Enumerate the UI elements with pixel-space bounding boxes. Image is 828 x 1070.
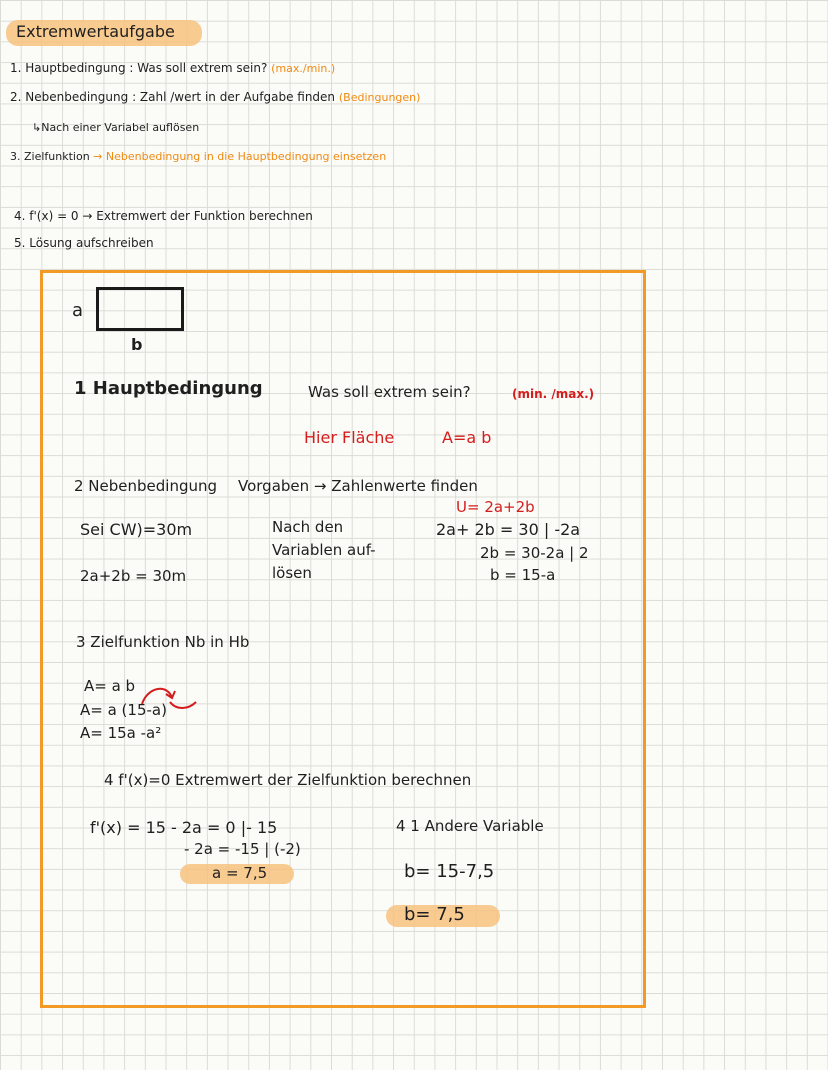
label-a: a xyxy=(72,300,84,321)
nb-title: 2 Nebenbedingung xyxy=(74,477,218,495)
nb-solve2: Variablen auf- xyxy=(272,541,376,559)
step-4: 4. f'(x) = 0 → Extremwert der Funktion berechnen xyxy=(14,209,313,223)
ov-line2: b= 7,5 xyxy=(404,904,465,925)
ex-title: 4 f'(x)=0 Extremwert der Zielfunktion berechnen xyxy=(104,771,472,789)
hb-question: Was soll extrem sein? xyxy=(308,383,471,401)
hb-title: 1 Hauptbedingung xyxy=(74,378,263,399)
nb-u: U= 2a+2b xyxy=(456,498,535,516)
step-1 xyxy=(10,62,335,74)
zf-line1: A= a b xyxy=(84,677,136,695)
step-2 xyxy=(10,91,420,103)
nb-eq3: b = 15-a xyxy=(490,566,556,584)
ov-title: 4 1 Andere Variable xyxy=(396,817,544,835)
step-2-note: (Bedingungen) xyxy=(338,91,421,104)
step-3-main: 3. Zielfunktion xyxy=(10,150,90,163)
ov-line1: b= 15-7,5 xyxy=(404,861,495,882)
zf-line2: A= a (15-a) xyxy=(80,701,167,719)
step-1-note: (max./min.) xyxy=(271,62,336,75)
step-1-rest: : Was soll extrem sein? xyxy=(129,61,268,75)
hb-formula: A=a b xyxy=(442,428,492,447)
ex-line2: - 2a = -15 | (-2) xyxy=(184,840,301,858)
substitution-arrow-icon xyxy=(120,680,210,714)
step-5: 5. Lösung aufschreiben xyxy=(14,236,154,250)
nb-solve3: lösen xyxy=(272,564,312,582)
ex-line3: a = 7,5 xyxy=(212,864,268,882)
zf-line3: A= 15a -a² xyxy=(80,724,162,742)
step-1-main: 1. Hauptbedingung xyxy=(10,61,126,75)
nb-solve1: Nach den xyxy=(272,518,344,536)
zf-title: 3 Zielfunktion Nb in Hb xyxy=(76,633,250,651)
ex-line1: f'(x) = 15 - 2a = 0 |- 15 xyxy=(90,818,278,837)
hb-note: (min. /max.) xyxy=(512,387,595,401)
nb-line1: Sei CW)=30m xyxy=(80,520,193,539)
rectangle-sketch xyxy=(96,287,184,331)
step-3 xyxy=(10,151,386,162)
step-3-note: → Nebenbedingung in die Hauptbedingung einsetzen xyxy=(93,150,387,163)
nb-eq2: 2b = 30-2a | 2 xyxy=(480,544,589,562)
nb-line2: 2a+2b = 30m xyxy=(80,567,187,585)
step-2-rest: : Zahl /wert in der Aufgabe finden xyxy=(132,90,336,104)
page-title: Extremwertaufgabe xyxy=(16,22,175,41)
hb-here: Hier Fläche xyxy=(304,428,395,447)
step-2-main: 2. Nebenbedingung xyxy=(10,90,129,104)
nb-desc: Vorgaben → Zahlenwerte finden xyxy=(238,477,478,495)
label-b: b xyxy=(131,335,143,354)
nb-eq1: 2a+ 2b = 30 | -2a xyxy=(436,520,581,539)
step-2-sub: ↳Nach einer Variabel auflösen xyxy=(32,121,200,134)
